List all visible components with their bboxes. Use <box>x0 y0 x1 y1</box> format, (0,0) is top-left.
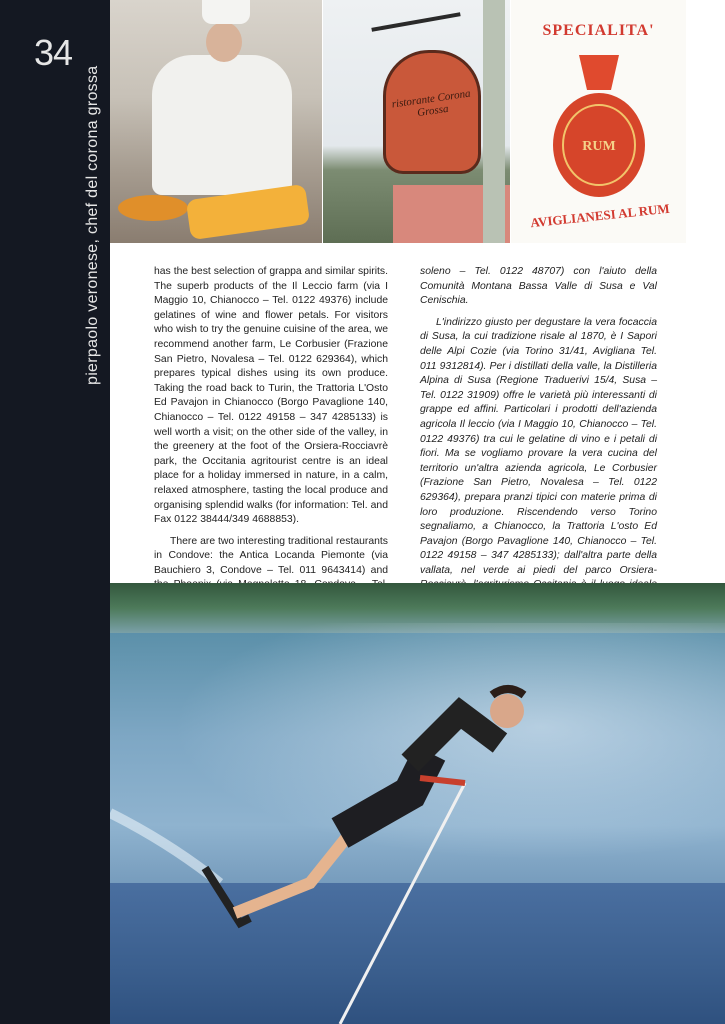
paragraph: has the best selection of grappa and similar spirits. The superb products of the Il Leccio farm (via I Maggio 10, Chianocco – Tel. 0122 49376) include gelatines of wine and flower petals. For visitors who wish to try the genuine cuisine of the area, we recommend another farm, Le Corbusier (Frazione San Pietro, Novalesa – Tel. 0122 629364), which prepares typical dishes using its own produce. Taking the road back to Turin, the Trattoria L'Osto Ed Pavajon in Chianocco (Borgo Pavaglione 140, Chianocco – Tel. 0122 49158 – 347 4285133) is well worth a visit; on the other side of the valley, in the greenery at the foot of the Orsiera-Rocciavrè park, the Occitania agritourist centre is an ideal place for a holiday immersed in nature, in a calm, relaxed atmosphere, tasting the local produce and organising splendid walks (for information: Tel. and Fax 0122 38444/349 4688853). <box>154 266 388 526</box>
chef-head <box>206 22 242 62</box>
pole <box>483 0 505 243</box>
sign-bracket <box>371 12 460 32</box>
sign-lettering: ristorante Corona Grossa <box>391 87 472 120</box>
rum-candy-icon <box>549 50 649 200</box>
paragraph: There are two interesting traditional restaurants in Condove: the Antica Locanda Piemonte (via Bauchiero 3, Condove – Tel. 011 9643414) and <box>154 535 388 576</box>
photo-caption: pierpaolo veronese, chef del corona grossa <box>84 65 101 385</box>
water-skier-illustration <box>110 583 725 1024</box>
specialita-photo <box>511 0 686 243</box>
chef-photo <box>110 0 322 243</box>
restaurant-sign-photo <box>323 0 510 243</box>
page-number: 34 <box>34 32 73 73</box>
english-text-column <box>154 265 388 608</box>
italian-text-column <box>420 265 657 637</box>
specialita-title: SPECIALITA' <box>542 22 655 39</box>
specialita-product: AVIGLIANESI AL RUM <box>529 200 671 231</box>
food-dish <box>118 195 188 221</box>
paragraph: L'indirizzo giusto per degustare la vera focaccia di Susa, la cui tradizione risale al 1870, è I Sapori delle Alpi Cozie (via Torino 31/41, Avigliana Tel. 011 9312814). Per i distillati della valle, la Distilleria Alpina di Susa (Regione Traduerivi 15/4, Susa – Tel. 0122 31909) offre le varietà più interessanti di grappe ed affini. Particolari i prodotti dell'azienda agricola Il leccio (via I Maggio 10, Chianocco – Tel. 0122 49376) tra cui le gelatine di vino e i petali di fiori. Ma se vogliamo provare la vera cucina del territorio un'altra azienda agricola, Le Corbusier (Frazione San Pietro, Novalesa – Tel. 0122 629364), prepara pranzi tipici con materie prima di loro produzione. Riscendendo verso Torino segnaliamo, a Chianocco, la Trattoria L'osto Ed Pavajon (Borgo Pavaglione 140, Chianocco – Tel. 0122 49158 – 347 4285133); dall'altra parte della vallata, nel verde ai piedi del parco Orsiera- <box>420 316 657 576</box>
chef-hat <box>202 0 250 24</box>
candy-label: RUM <box>582 139 616 154</box>
restaurant-sign <box>383 50 481 174</box>
paragraph: soleno – Tel. 0122 48707) con l'aiuto della Comunità Montana Bassa Valle di Susa e Val Cenischia. <box>420 266 657 307</box>
page-sidebar <box>0 0 110 1024</box>
chef-jacket <box>152 55 292 195</box>
water-ski-photo <box>110 583 725 1024</box>
